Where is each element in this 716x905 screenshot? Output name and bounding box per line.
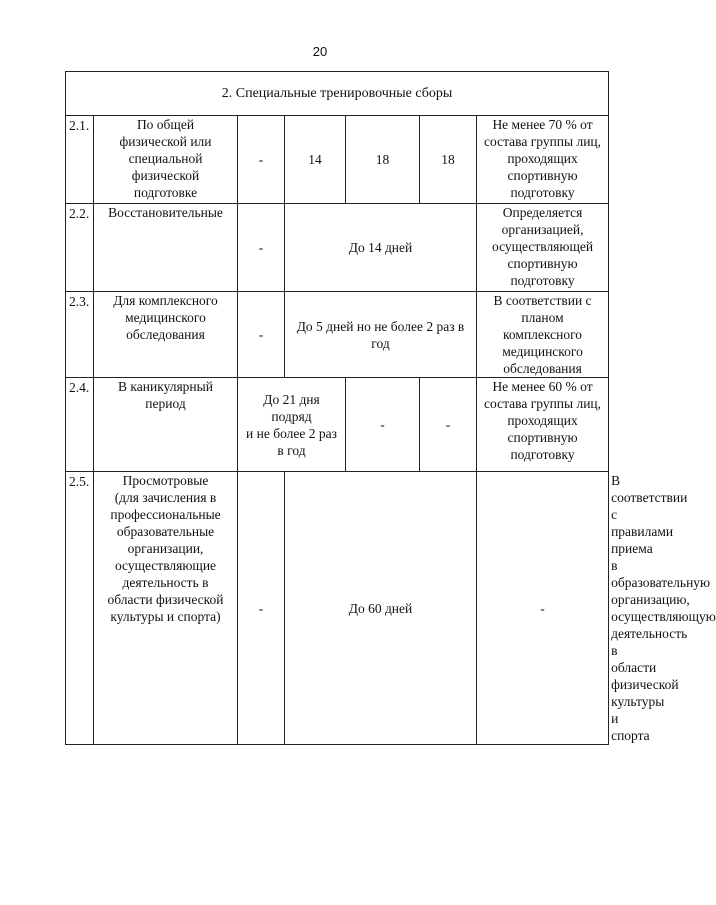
cell-value: - <box>238 204 285 292</box>
row-note: Определяется организацией, осуществляющей спортивную подготовку <box>477 204 609 292</box>
page-number: 20 <box>312 44 328 59</box>
row-name: Восстановительные <box>94 204 238 292</box>
row-name: По общей физической или специальной физической подготовке <box>94 116 238 204</box>
table-row <box>66 292 609 378</box>
table-row <box>66 204 609 292</box>
row-name: Просмотровые (для зачисления в профессиональные образовательные организации, осуществляющие деятельность в области физической культуры и спорта) <box>94 472 238 745</box>
merged-duration-cell: До 60 дней <box>285 472 477 745</box>
training-camps-table <box>65 71 716 745</box>
row-name: В каникулярный период <box>94 378 238 472</box>
cell-value: - <box>238 292 285 378</box>
cell-value: 18 <box>346 116 420 204</box>
merged-duration-cell: До 21 дня подряд и не более 2 раз в год <box>238 378 346 472</box>
cell-value: - <box>238 472 285 745</box>
row-number: 2.4. <box>66 378 94 472</box>
table-row: 2.5. Просмотровые (для зачисления в профессиональные образовательные организации, осуществляющие деятельность в области физической культуры и спорта) - До 60 дней - В соответствии с правилами приема в образовательную организацию, осуществляющую деятельность в области физической культуры и спорта <box>66 472 609 745</box>
cell-value: - <box>477 472 609 745</box>
cell-value: - <box>238 116 285 204</box>
cell-value: - <box>346 378 420 472</box>
row-note: В соответствии с планом комплексного медицинского обследования <box>477 292 609 378</box>
cell-value: 18 <box>420 116 477 204</box>
merged-duration-cell: До 14 дней <box>285 204 477 292</box>
row-number: 2.5. <box>66 472 94 745</box>
row-note: Не менее 70 % от состава группы лиц, проходящих спортивную подготовку <box>477 116 609 204</box>
cell-value: 14 <box>285 116 346 204</box>
row-name: Для комплексного медицинского обследования <box>94 292 238 378</box>
section-header-row <box>66 72 609 116</box>
cell-value: - <box>420 378 477 472</box>
table-row <box>66 378 609 472</box>
row-number: 2.1. <box>66 116 94 204</box>
table-row <box>66 116 609 204</box>
row-number: 2.2. <box>66 204 94 292</box>
row-note: Не менее 60 % от состава группы лиц, проходящих спортивную подготовку <box>477 378 609 472</box>
section-title: 2. Специальные тренировочные сборы <box>66 72 609 116</box>
merged-duration-cell: До 5 дней но не более 2 раз в год <box>285 292 477 378</box>
row-number: 2.3. <box>66 292 94 378</box>
